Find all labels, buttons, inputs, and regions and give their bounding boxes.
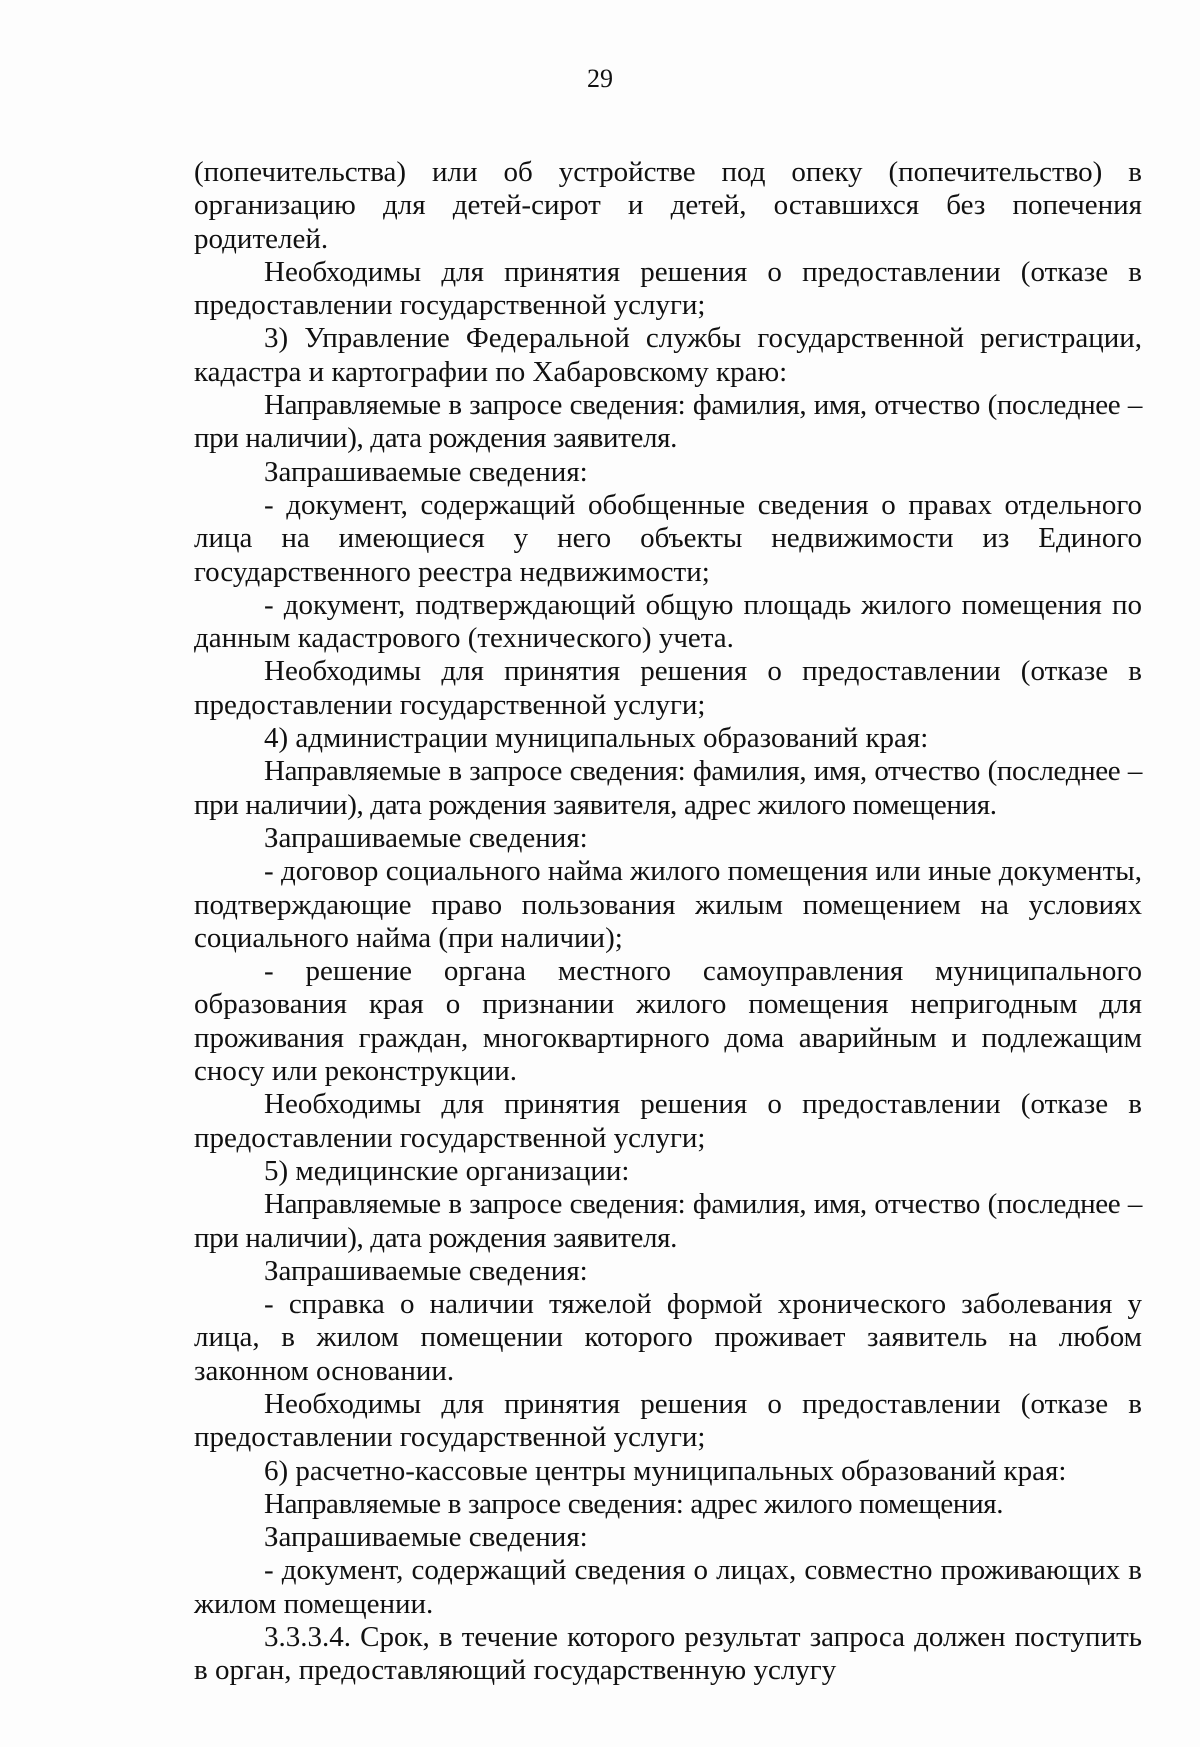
paragraph: Направляемые в запросе сведения: фамилия, имя, отчество (последнее – при наличии), дата рождения заявителя. bbox=[194, 389, 1142, 455]
paragraph: - документ, содержащий обобщенные сведения о правах отдельного лица на имеющиеся у него объекты недвижимости из Единого государственного реестра недвижимости; bbox=[194, 488, 1142, 588]
page-number: 29 bbox=[587, 64, 613, 93]
paragraph: Необходимы для принятия решения о предоставлении (отказе в предоставлении государственной услуги; bbox=[194, 1387, 1142, 1454]
paragraph: Направляемые в запросе сведения: адрес жилого помещения. bbox=[264, 1487, 1004, 1520]
paragraph: - документ, подтверждающий общую площадь жилого помещения по данным кадастрового (технического) учета. bbox=[194, 588, 1142, 655]
paragraph: Направляемые в запросе сведения: фамилия, имя, отчество (последнее – при наличии), дата рождения заявителя. bbox=[194, 1188, 1142, 1254]
paragraph: Необходимы для принятия решения о предоставлении (отказе в предоставлении государственной услуги; bbox=[194, 255, 1142, 322]
paragraph: 4) администрации муниципальных образований края: bbox=[264, 722, 929, 755]
paragraph: Запрашиваемые сведения: bbox=[264, 1521, 588, 1554]
paragraph: Необходимы для принятия решения о предоставлении (отказе в предоставлении государственной услуги; bbox=[194, 1088, 1142, 1154]
paragraph: Запрашиваемые сведения: bbox=[264, 455, 588, 488]
paragraph: - справка о наличии тяжелой формой хронического заболевания у лица, в жилом помещении которого проживает заявитель на любом законном основании. bbox=[194, 1288, 1142, 1387]
paragraph: - решение органа местного самоуправления муниципального образования края о признании жилого помещения непригодным для проживания граждан, многоквартирного дома аварийным и подлежащим сносу или реконструкции. bbox=[194, 955, 1142, 1088]
paragraph: Необходимы для принятия решения о предоставлении (отказе в предоставлении государственной услуги; bbox=[194, 655, 1142, 721]
paragraph: (попечительства) или об устройстве под опеку (попечительство) в организацию для детей-сирот и детей, оставшихся без попечения родителей. bbox=[194, 156, 1142, 255]
paragraph: Запрашиваемые сведения: bbox=[264, 821, 588, 854]
paragraph: 6) расчетно-кассовые центры муниципальных образований края: bbox=[264, 1454, 1067, 1487]
paragraph: Направляемые в запросе сведения: фамилия, имя, отчество (последнее – при наличии), дата рождения заявителя, адрес жилого помещения. bbox=[194, 755, 1142, 821]
paragraph: - договор социального найма жилого помещения или иные документы, подтверждающие право пользования жилым помещением на условиях социального найма (при наличии); bbox=[194, 855, 1142, 954]
document-body bbox=[194, 156, 1142, 1688]
paragraph: 3.3.3.4. Срок, в течение которого результат запроса должен поступить в орган, предоставляющий государственную услугу bbox=[194, 1621, 1142, 1687]
paragraph: - документ, содержащий сведения о лицах, совместно проживающих в жилом помещении. bbox=[194, 1554, 1142, 1620]
paragraph: 5) медицинские организации: bbox=[264, 1154, 630, 1187]
paragraph: 3) Управление Федеральной службы государственной регистрации, кадастра и картографии по Хабаровскому краю: bbox=[194, 322, 1142, 388]
paragraph: Запрашиваемые сведения: bbox=[264, 1254, 588, 1287]
